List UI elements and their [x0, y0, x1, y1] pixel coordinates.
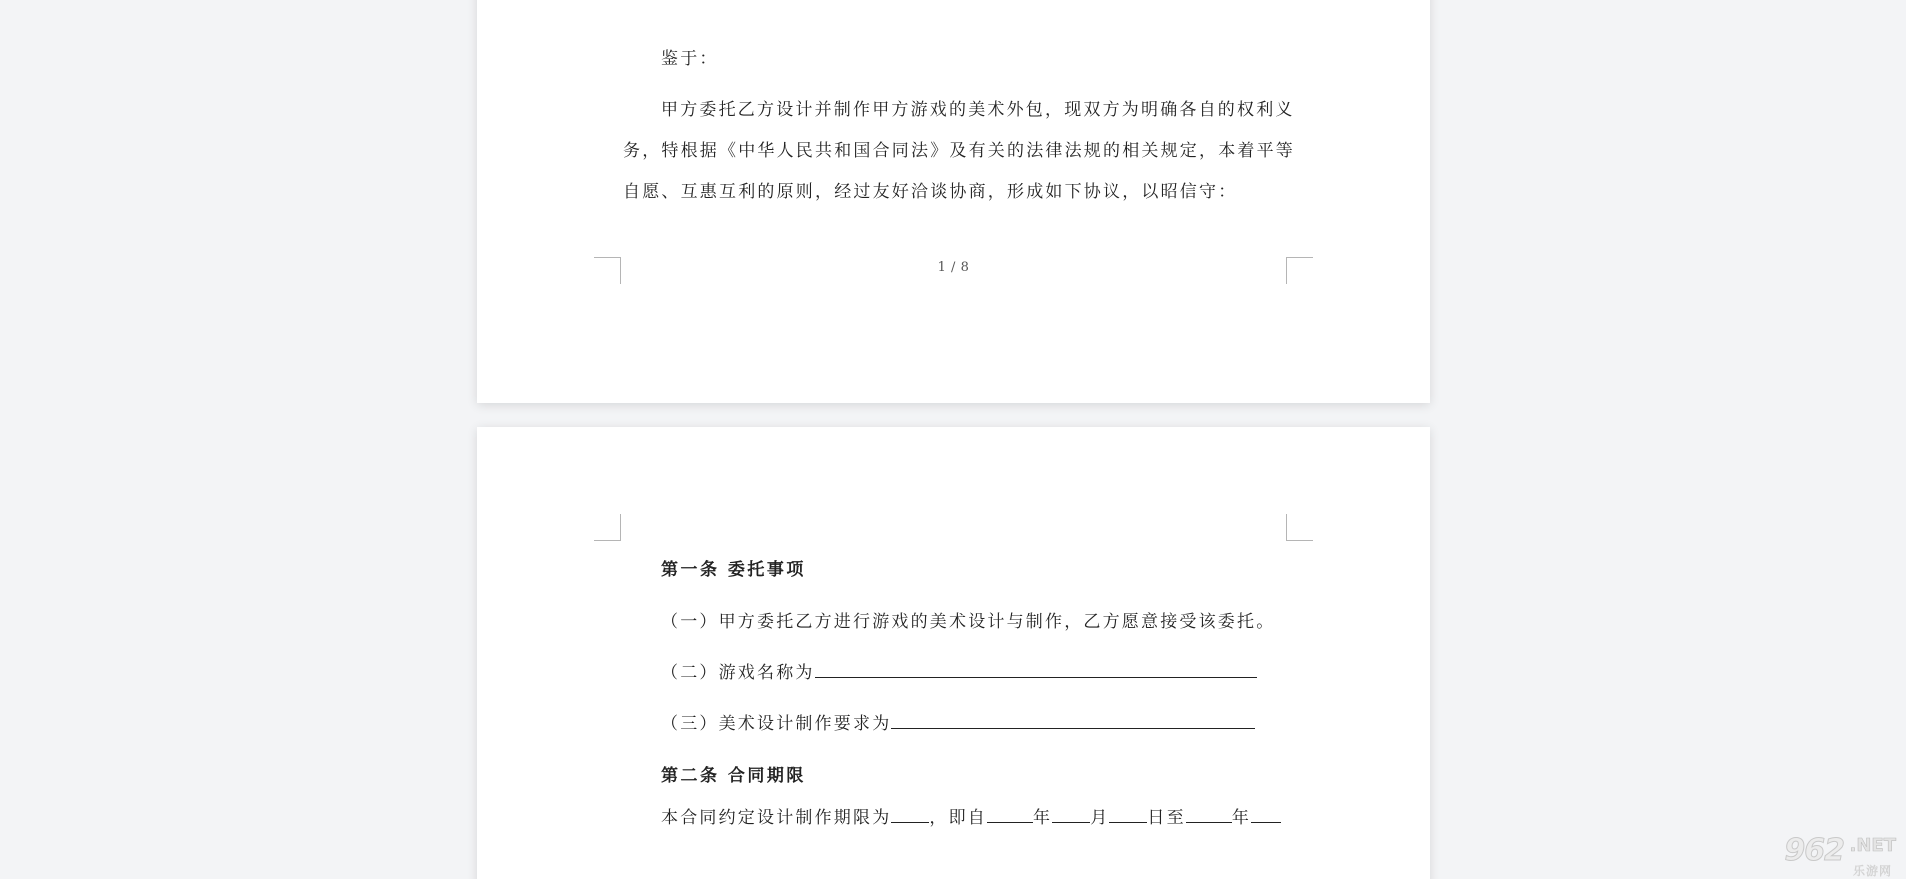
- clause-label: （二）游戏名称为: [661, 663, 815, 683]
- margin-mark: [594, 514, 621, 541]
- clause-item: [661, 709, 1255, 734]
- paragraph-line: 甲方委托乙方设计并制作甲方游戏的美术外包，现双方为明确各自的权利义: [661, 100, 1295, 120]
- site-watermark: [1772, 833, 1902, 879]
- watermark-logo-suffix: .NET: [1849, 835, 1896, 856]
- term-text: 日至: [1147, 808, 1186, 828]
- term-text: ，即自: [929, 808, 988, 828]
- watermark-logo-number: 962: [1784, 833, 1844, 868]
- term-text: 月: [1090, 808, 1110, 828]
- fill-in-blank: [815, 660, 1257, 678]
- fill-in-blank: [987, 805, 1033, 823]
- fill-in-blank: [1109, 805, 1147, 823]
- article-heading: 第一条 委托事项: [661, 560, 806, 580]
- clause-label: （三）美术设计制作要求为: [661, 714, 892, 734]
- clause-item: [661, 658, 1257, 683]
- document-page-1: [477, 0, 1430, 403]
- paragraph-line: 鉴于：: [661, 49, 719, 69]
- article-heading: 第二条 合同期限: [661, 766, 806, 786]
- fill-in-blank: [891, 805, 929, 823]
- term-line: [661, 803, 1281, 828]
- fill-in-blank: [1251, 805, 1281, 823]
- fill-in-blank: [1052, 805, 1090, 823]
- document-page-2: [477, 427, 1430, 879]
- clause-item: （一）甲方委托乙方进行游戏的美术设计与制作，乙方愿意接受该委托。: [661, 612, 1276, 632]
- term-text: 本合同约定设计制作期限为: [661, 808, 892, 828]
- term-text: 年: [1231, 808, 1252, 828]
- watermark-subtitle: 乐游网: [1852, 864, 1892, 878]
- paragraph-line: 自愿、互惠互利的原则，经过友好洽谈协商，形成如下协议，以昭信守：: [623, 182, 1238, 202]
- margin-mark: [1286, 514, 1313, 541]
- fill-in-blank: [1186, 805, 1232, 823]
- paragraph-line: 务，特根据《中华人民共和国合同法》及有关的法律法规的相关规定，本着平等: [623, 141, 1295, 161]
- term-text: 年: [1033, 808, 1053, 828]
- page-number: 1 / 8: [937, 260, 970, 275]
- fill-in-blank: [891, 711, 1255, 729]
